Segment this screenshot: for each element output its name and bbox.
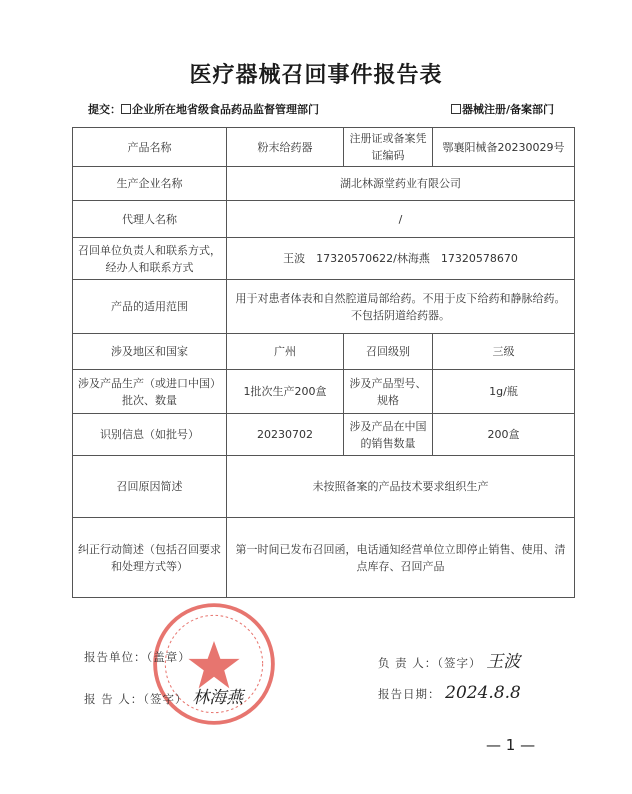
sales-label: 涉及产品在中国的销售数量 xyxy=(344,414,433,456)
table-row xyxy=(73,456,575,518)
cert-label: 注册证或备案凭证编码 xyxy=(344,128,433,167)
action-label: 纠正行动简述（包括召回要求和处理方式等） xyxy=(73,518,227,598)
option-local-dept: 企业所在地省级食品药品监督管理部门 xyxy=(132,103,319,116)
owner-label: 负 责 人：（签字） xyxy=(378,656,482,670)
reporter-line xyxy=(84,683,243,708)
region-value: 广州 xyxy=(227,334,344,370)
scope-label: 产品的适用范围 xyxy=(73,280,227,334)
agent-label: 代理人名称 xyxy=(73,201,227,238)
product-name-value: 粉末给药器 xyxy=(227,128,344,167)
agent-value: / xyxy=(227,201,575,238)
date-line xyxy=(378,683,521,703)
recall-report-table xyxy=(72,127,575,598)
table-row xyxy=(73,128,575,167)
level-value: 三级 xyxy=(433,334,575,370)
reason-label: 召回原因简述 xyxy=(73,456,227,518)
action-value: 第一时间已发布召回函，电话通知经营单位立即停止销售、使用、清点库存、召回产品 xyxy=(227,518,575,598)
contact-value: 王波 17320570622/林海燕 17320578670 xyxy=(227,238,575,280)
manufacturer-label: 生产企业名称 xyxy=(73,167,227,201)
table-row xyxy=(73,414,575,456)
ident-value: 20230702 xyxy=(227,414,344,456)
reason-value: 未按照备案的产品技术要求组织生产 xyxy=(227,456,575,518)
owner-signature: 王波 xyxy=(486,652,521,672)
batch-label: 涉及产品生产（或进口中国）批次、数量 xyxy=(73,370,227,414)
scope-value: 用于对患者体表和自然腔道局部给药。不用于皮下给药和静脉给药。不包括阴道给药器。 xyxy=(227,280,575,334)
checkbox-local-dept[interactable] xyxy=(121,104,131,114)
level-label: 召回级别 xyxy=(344,334,433,370)
date-value: 2024.8.8 xyxy=(445,683,521,703)
report-unit-label: 报告单位：（盖章） xyxy=(84,650,191,664)
table-row xyxy=(73,370,575,414)
table-row xyxy=(73,518,575,598)
page-title: 医疗器械召回事件报告表 xyxy=(189,62,443,88)
submit-option-registration xyxy=(451,101,554,117)
option-registration-dept: 器械注册/备案部门 xyxy=(461,103,554,116)
ident-label: 识别信息（如批号） xyxy=(73,414,227,456)
table-row xyxy=(73,201,575,238)
model-label: 涉及产品型号、规格 xyxy=(344,370,433,414)
table-row xyxy=(73,238,575,280)
table-row xyxy=(73,167,575,201)
page-number: — 1 — xyxy=(486,736,536,754)
contact-label: 召回单位负责人和联系方式，经办人和联系方式 xyxy=(73,238,227,280)
table-row xyxy=(73,334,575,370)
batch-value: 1批次生产200盒 xyxy=(227,370,344,414)
reporter-signature: 林海燕 xyxy=(192,688,244,708)
model-value: 1g/瓶 xyxy=(433,370,575,414)
owner-line xyxy=(378,647,520,672)
region-label: 涉及地区和国家 xyxy=(73,334,227,370)
manufacturer-value: 湖北林源堂药业有限公司 xyxy=(227,167,575,201)
sales-value: 200盒 xyxy=(433,414,575,456)
cert-value: 鄂襄阳械备20230029号 xyxy=(433,128,575,167)
reporter-label: 报 告 人：（签字） xyxy=(84,692,188,706)
date-label: 报告日期： xyxy=(378,687,441,701)
product-name-label: 产品名称 xyxy=(73,128,227,167)
submit-prefix: 提交： xyxy=(88,103,121,116)
table-row xyxy=(73,280,575,334)
submit-line xyxy=(88,101,319,117)
checkbox-registration-dept[interactable] xyxy=(451,104,461,114)
